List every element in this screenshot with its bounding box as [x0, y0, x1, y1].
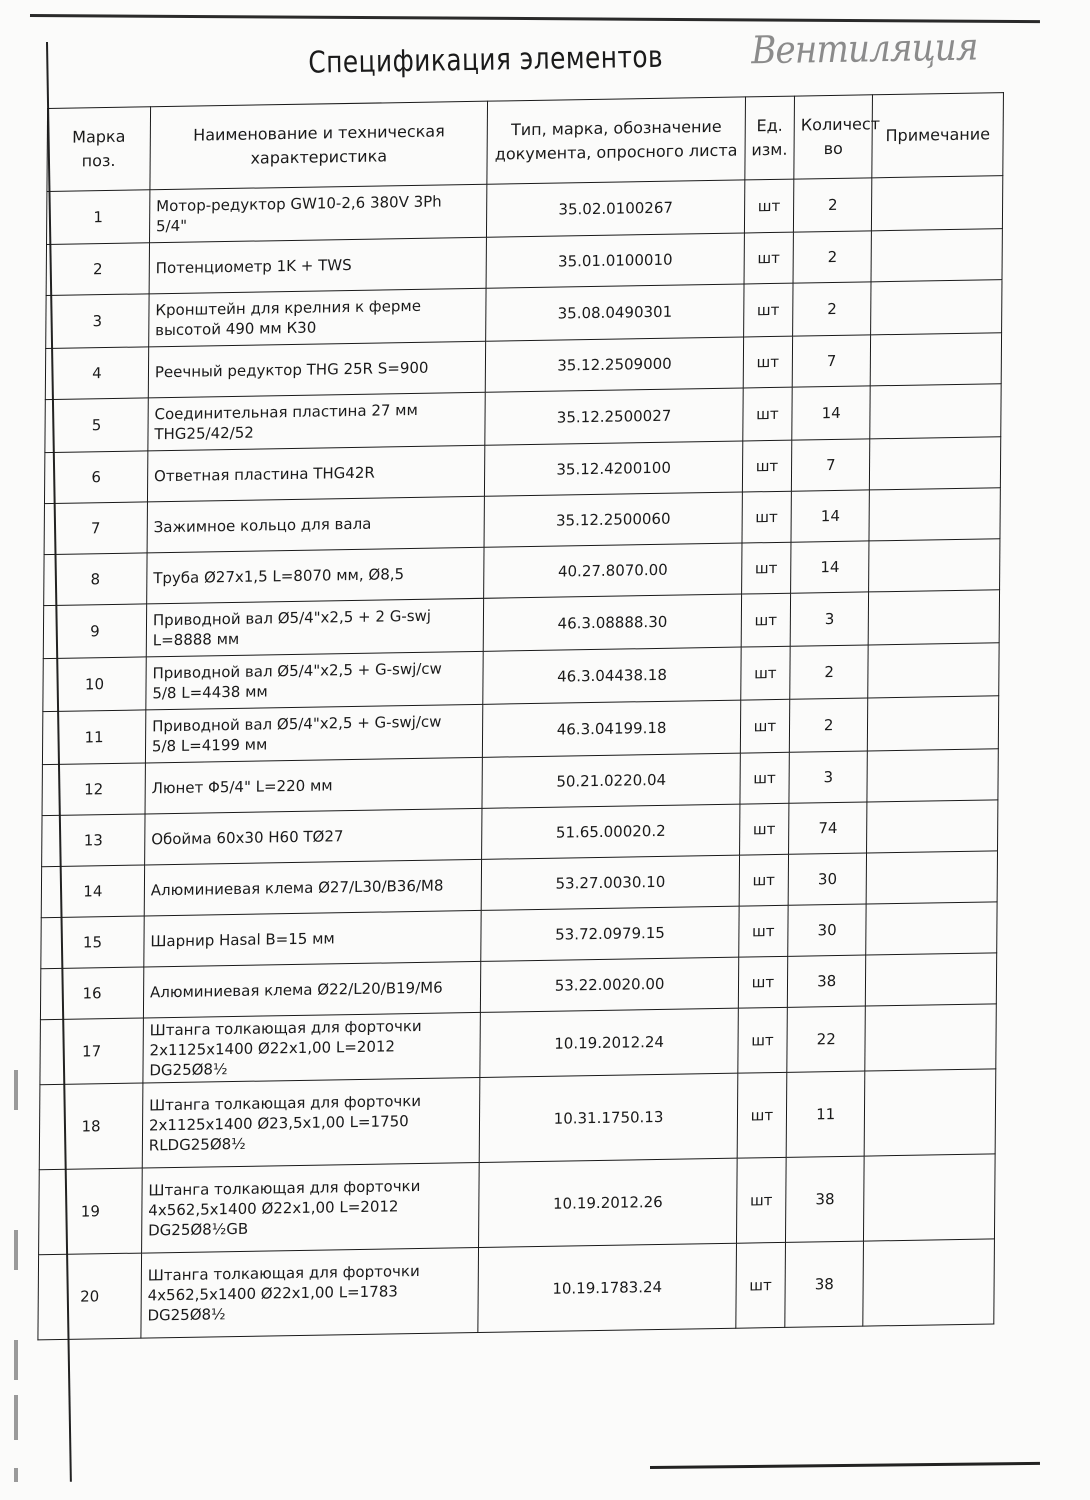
cell-name [142, 1077, 480, 1168]
cell-pos: 1 [47, 190, 150, 245]
cell-unit: шт [744, 232, 794, 284]
cell-pos: 10 [43, 657, 146, 712]
cell-qty: 11 [786, 1071, 865, 1157]
cell-qty: 38 [786, 1156, 865, 1242]
cell-name [147, 445, 485, 502]
cell-unit: шт [736, 1242, 786, 1328]
cell-note [865, 1004, 996, 1071]
sheet-top-edge-line [30, 14, 1040, 23]
cell-pos: 6 [44, 451, 147, 504]
cell-name [145, 808, 483, 865]
header-qty [794, 95, 881, 179]
cell-note [868, 643, 999, 698]
cell-qty: 3 [789, 751, 868, 803]
cell-pos: 9 [43, 604, 146, 659]
cell-pos: 11 [42, 710, 145, 765]
cell-note [871, 229, 1002, 282]
cell-doc: 53.27.0030.10 [482, 855, 740, 910]
cell-pos: 7 [44, 502, 147, 555]
cell-name [147, 496, 485, 553]
cell-doc: 46.3.04438.18 [483, 647, 741, 704]
cell-qty: 2 [789, 698, 868, 752]
cell-pos: 12 [42, 763, 145, 816]
cell-pos: 14 [41, 865, 144, 918]
cell-note [868, 696, 999, 751]
cell-note [863, 1239, 994, 1326]
header-unit-line: Ед. [756, 115, 783, 136]
cell-name-line: Реечный редуктор THG 25R S=900 [154, 358, 429, 382]
cell-doc: 35.08.0490301 [486, 284, 744, 341]
cell-qty: 2 [794, 178, 873, 232]
cell-doc: 51.65.00020.2 [482, 804, 740, 859]
cell-name-line: 5/8 L=4438 мм [152, 682, 268, 703]
document-title: Спецификация элементов [308, 39, 664, 81]
cell-qty: 38 [785, 1241, 864, 1327]
cell-note [871, 280, 1002, 335]
cell-name-line: Потенциометр 1K + TWS [155, 255, 352, 278]
scan-binding-mark [14, 1070, 18, 1110]
cell-note [869, 488, 1000, 541]
cell-name-line: высотой 490 мм К30 [155, 318, 317, 340]
cell-note [870, 384, 1001, 439]
cell-unit: шт [742, 387, 792, 441]
cell-name-line: Мотор-редуктор GW10-2,6 380V 3Ph [156, 192, 442, 216]
specification-table [37, 92, 1004, 1340]
cell-name-line: L=8888 мм [152, 629, 240, 650]
cell-name-line: RLDG25Ø8½ [148, 1134, 246, 1155]
cell-pos: 5 [45, 398, 148, 453]
cell-unit: шт [743, 283, 793, 337]
cell-unit: шт [740, 699, 790, 753]
cell-name-line: Штанга толкающая для форточки [148, 1176, 421, 1200]
header-name-line: характеристика [250, 146, 388, 168]
cell-doc: 53.72.0979.15 [481, 906, 739, 961]
cell-unit: шт [738, 956, 788, 1008]
cell-unit: шт [737, 1072, 787, 1158]
cell-name-line: 2x1125x1400 Ø23,5x1,00 L=1750 [148, 1112, 409, 1135]
table-row [39, 1069, 996, 1170]
cell-doc: 35.01.0100010 [486, 233, 744, 288]
cell-name [145, 757, 483, 814]
cell-unit: шт [740, 646, 790, 700]
cell-unit: шт [738, 905, 788, 957]
cell-unit: шт [740, 752, 790, 804]
cell-qty: 2 [793, 231, 872, 283]
table-row [38, 1239, 995, 1340]
cell-name [149, 184, 487, 243]
cell-name-line: DG25Ø8½GB [148, 1219, 249, 1240]
cell-doc: 10.19.2012.26 [479, 1158, 737, 1247]
cell-unit: шт [736, 1157, 786, 1243]
cell-note [867, 749, 998, 802]
header-doc-line: Тип, марка, обозначение [510, 116, 722, 140]
cell-name-line: 5/8 L=4199 мм [151, 735, 268, 756]
cell-name [143, 1012, 481, 1083]
header-note: Примечание [872, 93, 1003, 178]
cell-qty: 38 [787, 955, 866, 1007]
cell-doc: 53.22.0020.00 [481, 957, 739, 1012]
header-pos-line: Марка [72, 126, 126, 147]
cell-doc: 35.02.0100267 [487, 180, 745, 237]
cell-name-line: THG25/42/52 [154, 423, 254, 444]
cell-note [864, 1154, 995, 1241]
cell-name-line: 4x562,5x1400 Ø22x1,00 L=1783 [147, 1282, 398, 1305]
cell-pos: 8 [44, 553, 147, 606]
header-name-line: Наименование и техническая [193, 121, 445, 145]
cell-name [141, 1162, 479, 1253]
header-name [150, 101, 488, 190]
cell-name-line: Штанга толкающая для форточки [147, 1261, 420, 1285]
cell-pos: 4 [45, 347, 148, 400]
cell-qty: 2 [790, 645, 869, 699]
header-unit [745, 96, 795, 180]
cell-name-line: 4x562,5x1400 Ø22x1,00 L=2012 [148, 1197, 399, 1220]
cell-pos: 15 [41, 916, 144, 969]
cell-qty: 30 [788, 853, 867, 905]
cell-doc: 10.19.1783.24 [478, 1243, 736, 1332]
cell-name [148, 341, 486, 398]
header-qty-line: во [823, 138, 843, 159]
cell-name-line: Обойма 60x30 H60 TØ27 [151, 827, 344, 849]
cell-doc: 10.31.1750.13 [480, 1073, 738, 1162]
cell-note [866, 902, 997, 955]
cell-name-line: Зажимное кольцо для вала [153, 514, 372, 537]
cell-name [148, 392, 486, 451]
cell-note [866, 851, 997, 904]
cell-name-line: Соединительная пластина 27 мм [154, 400, 418, 424]
cell-name [149, 237, 487, 294]
cell-qty: 14 [792, 386, 871, 440]
cell-qty: 14 [791, 541, 870, 593]
cell-qty: 14 [791, 490, 870, 542]
cell-unit: шт [742, 440, 792, 492]
cell-doc: 50.21.0220.04 [482, 753, 740, 808]
cell-doc: 46.3.08888.30 [484, 594, 742, 651]
cell-name-line: Труба Ø27x1,5 L=8070 мм, Ø8,5 [153, 565, 405, 588]
cell-name [144, 859, 482, 916]
cell-name-line: Приводной вал Ø5/4"x2,5 + 2 G-swj [152, 606, 432, 630]
cell-qty: 7 [792, 335, 871, 387]
header-pos [47, 107, 151, 192]
cell-unit: шт [742, 491, 792, 543]
cell-note [870, 333, 1001, 386]
cell-pos: 20 [38, 1253, 142, 1340]
scan-binding-mark [14, 1468, 18, 1482]
header-pos-line: поз. [81, 150, 116, 171]
cell-doc: 35.12.2500027 [485, 388, 743, 445]
cell-unit: шт [739, 854, 789, 906]
cell-name-line: Алюминиевая клема Ø22/L20/B19/M6 [149, 978, 443, 1002]
cell-unit: шт [738, 1007, 788, 1073]
header-qty-line: Количест [800, 114, 881, 135]
cell-name [145, 704, 483, 763]
cell-pos: 16 [40, 967, 143, 1020]
cell-pos: 3 [46, 294, 149, 349]
handwritten-note: Вентиляция [750, 24, 978, 73]
scan-binding-mark [14, 1340, 18, 1380]
cell-note [868, 590, 999, 645]
cell-name-line: Штанга толкающая для форточки [149, 1091, 422, 1115]
cell-note [866, 953, 997, 1006]
cell-doc: 35.12.4200100 [485, 441, 743, 496]
cell-note [864, 1069, 995, 1156]
cell-name [146, 651, 484, 710]
cell-note [872, 176, 1003, 231]
cell-unit: шт [739, 803, 789, 855]
cell-name-line: 2x1125x1400 Ø22x1,00 L=2012 DG25Ø8½ [149, 1037, 396, 1080]
cell-pos: 19 [39, 1168, 143, 1255]
cell-name-line: Шарнир Hasal B=15 мм [150, 929, 335, 951]
cell-unit: шт [741, 542, 791, 594]
header-doc-line: документа, опросного листа [494, 140, 738, 164]
cell-qty: 30 [788, 904, 867, 956]
specification-sheet [46, 25, 1070, 1481]
cell-pos: 18 [39, 1083, 143, 1170]
cell-note [867, 800, 998, 853]
cell-qty: 2 [793, 282, 872, 336]
header-doc [487, 97, 745, 184]
cell-name-line: Люнет Φ5/4" L=220 мм [151, 776, 333, 798]
cell-name [144, 910, 482, 967]
cell-pos: 2 [46, 243, 149, 296]
cell-pos: 17 [40, 1018, 143, 1085]
cell-pos: 13 [42, 814, 145, 867]
cell-doc: 46.3.04199.18 [483, 700, 741, 757]
cell-doc: 35.12.2509000 [486, 337, 744, 392]
scan-binding-mark [14, 1230, 18, 1270]
cell-name [143, 961, 481, 1018]
table-header-row [47, 93, 1004, 192]
table-body [38, 176, 1003, 1340]
cell-name [147, 547, 485, 604]
cell-name-line: 5/4" [155, 216, 188, 236]
cell-qty: 22 [787, 1006, 866, 1072]
scan-binding-mark [14, 1395, 18, 1440]
cell-name-line: Алюминиевая клема Ø27/L30/B36/M8 [150, 876, 444, 900]
cell-name [141, 1247, 479, 1338]
cell-qty: 7 [791, 439, 870, 491]
cell-name-line: Приводной вал Ø5/4"x2,5 + G-swj/cw [152, 659, 442, 683]
table-row [39, 1154, 996, 1255]
cell-doc: 10.19.2012.24 [480, 1008, 738, 1077]
cell-qty: 3 [790, 592, 869, 646]
cell-unit: шт [743, 336, 793, 388]
cell-doc: 35.12.2500060 [484, 492, 742, 547]
cell-name-line: DG25Ø8½ [147, 1305, 226, 1325]
cell-doc: 40.27.8070.00 [484, 543, 742, 598]
cell-name-line: Штанга толкающая для форточки [149, 1016, 422, 1040]
cell-unit: шт [744, 179, 794, 233]
cell-name-line: Приводной вал Ø5/4"x2,5 + G-swj/cw [152, 712, 442, 736]
cell-note [870, 437, 1001, 490]
cell-note [869, 539, 1000, 592]
cell-name-line: Кронштейн для крелния к ферме [155, 296, 422, 320]
cell-name [149, 288, 487, 347]
cell-unit: шт [741, 593, 791, 647]
cell-qty: 74 [789, 802, 868, 854]
cell-name-line: Ответная пластина THG42R [154, 463, 375, 486]
header-unit-line: изм. [751, 139, 788, 160]
cell-name [146, 598, 484, 657]
